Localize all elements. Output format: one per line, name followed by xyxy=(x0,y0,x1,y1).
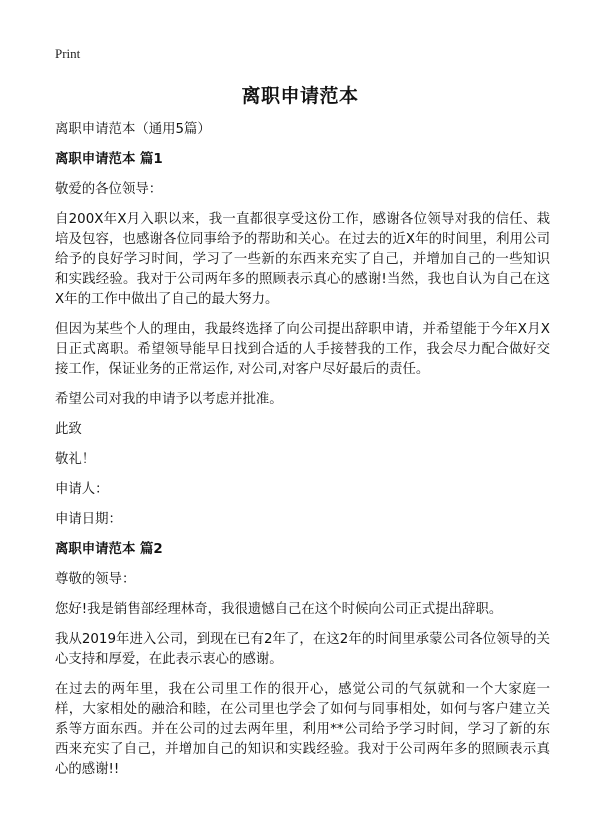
document-subtitle: 离职申请范本（通用5篇） xyxy=(55,122,211,137)
application-date-label: 申请日期： xyxy=(55,512,122,527)
closing-regards: 此致 xyxy=(55,422,82,437)
paragraph: 您好!我是销售部经理林奇，我很遗憾自己在这个时候向公司正式提出辞职。 xyxy=(55,602,503,617)
section-heading-2: 离职申请范本 篇2 xyxy=(55,542,163,557)
paragraph: 自200X年X月入职以来，我一直都很享受这份工作，感谢各位领导对我的信任、栽培及包容，也感谢各位同事给予的帮助和关心。在过去的近X年的时间里，利用公司给予的良好学习时间，学习了一些新的东西来充实了自己，并增加自己的一些知识和实践经验。我对于公司两年多的照顾表示真心的感谢!当然，我也自认为自己在这X年的工作中做出了自己的最大努力。 xyxy=(55,212,550,307)
paragraph: 在过去的两年里，我在公司里工作的很开心，感觉公司的气氛就和一个大家庭一样，大家相处的融洽和睦，在公司里也学会了如何与同事相处，如何与客户建立关系等方面东西。并在公司的过去两年里，利用**公司给予学习时间，学习了新的东西来充实了自己，并增加自己的知识和实践经验。我对于公司两年多的照顾表示真心的感谢!! xyxy=(55,682,550,777)
print-link[interactable]: Print xyxy=(55,46,81,61)
paragraph: 希望公司对我的申请予以考虑并批准。 xyxy=(55,392,283,407)
paragraph: 我从2019年进入公司，到现在已有2年了，在这2年的时间里承蒙公司各位领导的关心支持和厚爱，在此表示衷心的感谢。 xyxy=(55,632,550,667)
closing-salute: 敬礼！ xyxy=(55,452,96,467)
document-title: 离职申请范本 xyxy=(241,85,359,107)
applicant-label: 申请人： xyxy=(55,482,109,497)
salutation-2: 尊敬的领导： xyxy=(55,572,136,587)
section-heading-1: 离职申请范本 篇1 xyxy=(55,152,163,167)
paragraph: 但因为某些个人的理由，我最终选择了向公司提出辞职申请，并希望能于今年X月X日正式离职。希望领导能早日找到合适的人手接替我的工作，我会尽力配合做好交接工作，保证业务的正常运作, 对公司,对客户尽好最后的责任。 xyxy=(55,322,550,377)
document-body xyxy=(55,120,550,790)
salutation-1: 敬爱的各位领导： xyxy=(55,182,163,197)
